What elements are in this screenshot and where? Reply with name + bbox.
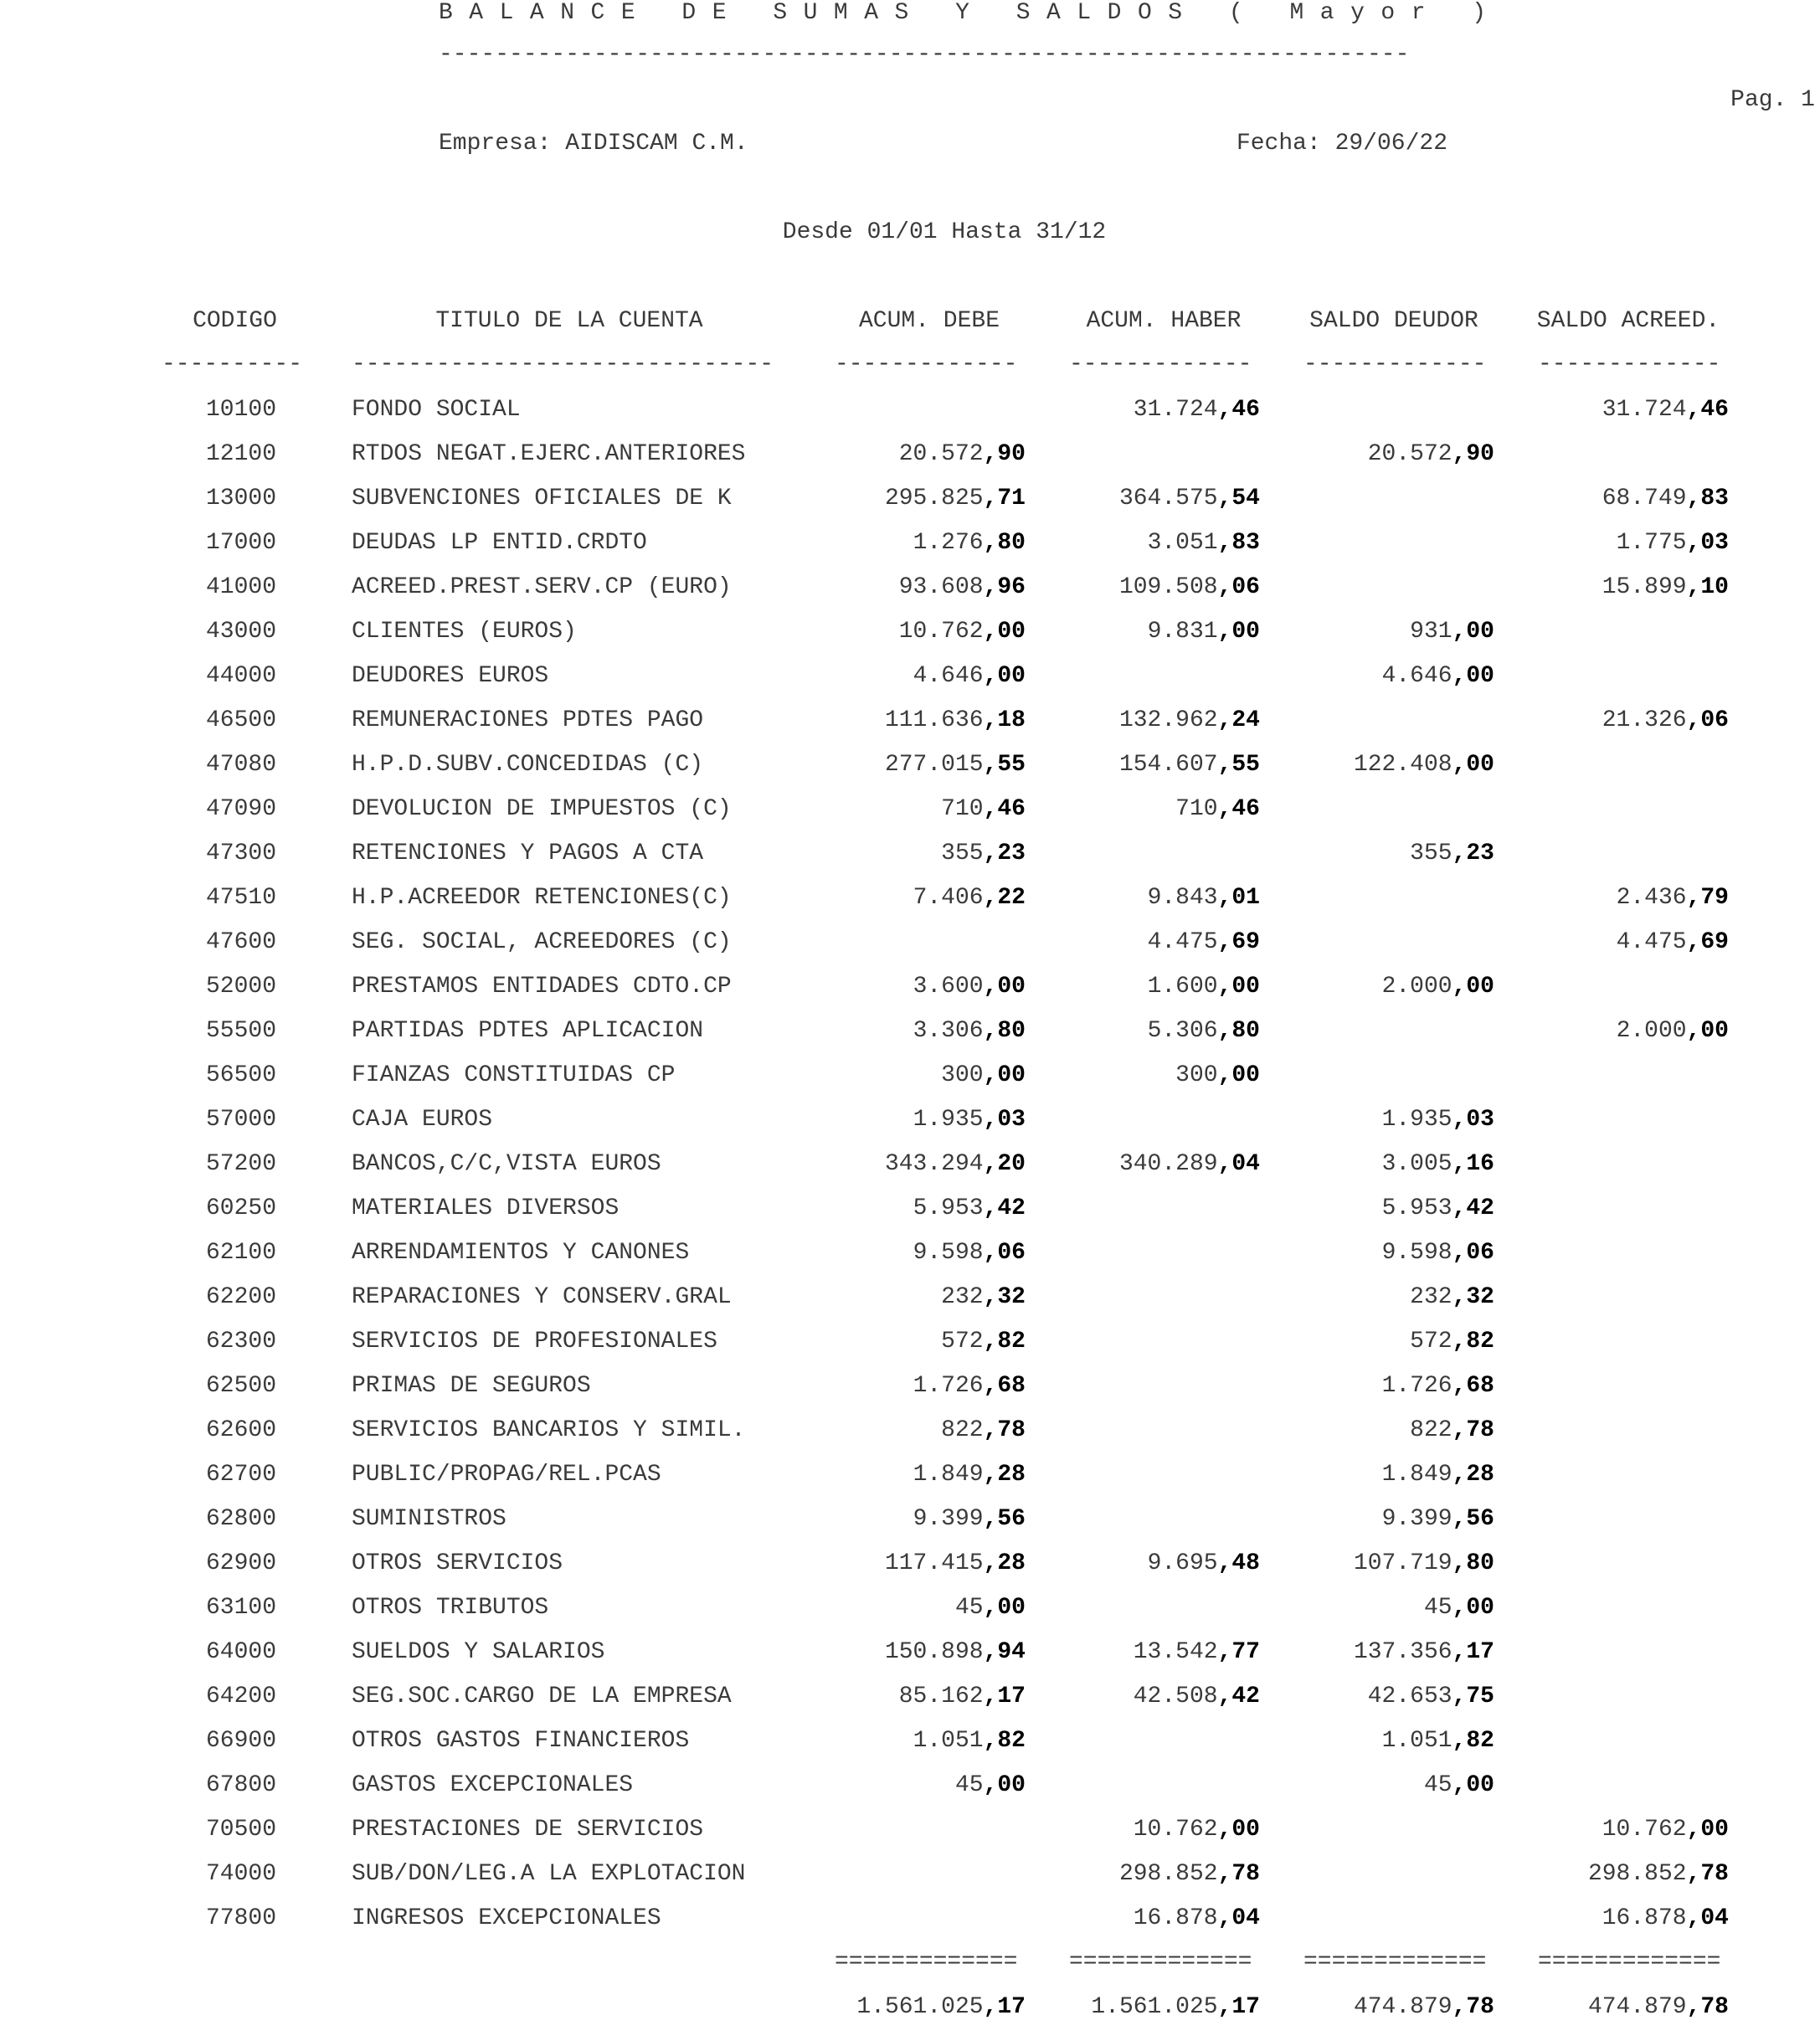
- acum-debe: 5.953,42: [913, 1195, 1026, 1221]
- total-haber: 1.561.025,17: [1091, 1994, 1260, 2020]
- account-code: 77800: [205, 1905, 276, 1931]
- account-code: 62900: [205, 1550, 276, 1576]
- acum-debe: 4.646,00: [913, 663, 1026, 689]
- acum-haber: 364.575,54: [1118, 486, 1260, 512]
- acum-haber: 42.508,42: [1133, 1684, 1260, 1709]
- account-code: 57000: [205, 1107, 276, 1133]
- saldo-deudor: 3.005,16: [1381, 1151, 1494, 1177]
- account-name: SEG. SOCIAL, ACREEDORES (C): [352, 929, 732, 955]
- saldo-deudor: 2.000,00: [1381, 974, 1494, 1000]
- table-row: [0, 663, 1820, 707]
- saldo-acreedor: 298.852,78: [1587, 1861, 1729, 1887]
- account-code: 47300: [205, 841, 276, 866]
- acum-debe: 7.406,22: [913, 885, 1026, 911]
- total-debe: 1.561.025,17: [856, 1994, 1026, 2020]
- account-name: DEVOLUCION DE IMPUESTOS (C): [352, 796, 732, 822]
- table-row: [0, 1639, 1820, 1684]
- account-code: 44000: [205, 663, 276, 689]
- account-code: 62200: [205, 1284, 276, 1310]
- table-row: [0, 1772, 1820, 1817]
- acum-haber: 5.306,80: [1147, 1018, 1260, 1044]
- saldo-deudor: 45,00: [1423, 1595, 1494, 1621]
- page-number: Pag. 1: [1730, 87, 1815, 113]
- acum-haber: 710,46: [1175, 796, 1260, 822]
- account-name: BANCOS,C/C,VISTA EUROS: [352, 1151, 661, 1177]
- account-name: DEUDORES EUROS: [352, 663, 549, 689]
- acum-debe: 355,23: [941, 841, 1026, 866]
- account-name: REPARACIONES Y CONSERV.GRAL: [352, 1284, 732, 1310]
- date-label: Fecha: 29/06/22: [1236, 131, 1447, 157]
- account-name: MATERIALES DIVERSOS: [352, 1195, 620, 1221]
- separator-titulo: ------------------------------: [352, 352, 774, 378]
- table-row: [0, 796, 1820, 841]
- header-codigo: CODIGO: [193, 308, 277, 334]
- table-row: [0, 752, 1820, 796]
- table-row: [0, 1506, 1820, 1550]
- total-deudor: 474.879,78: [1353, 1994, 1494, 2020]
- account-name: SUB/DON/LEG.A LA EXPLOTACION: [352, 1861, 746, 1887]
- saldo-deudor: 45,00: [1423, 1772, 1494, 1798]
- header-acreed: SALDO ACREED.: [1536, 308, 1720, 334]
- acum-debe: 1.726,68: [913, 1373, 1026, 1399]
- acum-debe: 10.762,00: [898, 619, 1026, 645]
- account-code: 66900: [205, 1728, 276, 1754]
- table-row: [0, 1107, 1820, 1151]
- account-name: H.P.ACREEDOR RETENCIONES(C): [352, 885, 732, 911]
- separator-deudor: -------------: [1303, 352, 1487, 378]
- acum-haber: 31.724,46: [1133, 397, 1260, 423]
- account-code: 67800: [205, 1772, 276, 1798]
- acum-debe: 1.276,80: [913, 530, 1026, 556]
- account-code: 74000: [205, 1861, 276, 1887]
- account-name: SUMINISTROS: [352, 1506, 506, 1532]
- account-code: 62500: [205, 1373, 276, 1399]
- header-debe: ACUM. DEBE: [858, 308, 1000, 334]
- account-name: SEG.SOC.CARGO DE LA EMPRESA: [352, 1684, 732, 1709]
- saldo-deudor: 1.726,68: [1381, 1373, 1494, 1399]
- acum-debe: 9.399,56: [913, 1506, 1026, 1532]
- table-row: [0, 1018, 1820, 1062]
- account-code: 55500: [205, 1018, 276, 1044]
- acum-debe: 20.572,90: [898, 441, 1026, 467]
- total-separator-debe: =============: [835, 1949, 1018, 1975]
- total-separator-haber: =============: [1069, 1949, 1252, 1975]
- saldo-deudor: 572,82: [1410, 1329, 1494, 1355]
- acum-haber: 340.289,04: [1118, 1151, 1260, 1177]
- table-row: [0, 1817, 1820, 1861]
- account-code: 10100: [205, 397, 276, 423]
- saldo-acreedor: 2.000,00: [1616, 1018, 1729, 1044]
- header-titulo: TITULO DE LA CUENTA: [435, 308, 703, 334]
- acum-debe: 343.294,20: [884, 1151, 1026, 1177]
- saldo-deudor: 232,32: [1410, 1284, 1494, 1310]
- account-name: RTDOS NEGAT.EJERC.ANTERIORES: [352, 441, 746, 467]
- acum-debe: 710,46: [941, 796, 1026, 822]
- acum-debe: 1.935,03: [913, 1107, 1026, 1133]
- account-name: H.P.D.SUBV.CONCEDIDAS (C): [352, 752, 704, 778]
- acum-debe: 150.898,94: [884, 1639, 1026, 1665]
- saldo-deudor: 1.849,28: [1381, 1462, 1494, 1488]
- table-row: [0, 441, 1820, 486]
- account-code: 62100: [205, 1240, 276, 1266]
- acum-debe: 111.636,18: [884, 707, 1026, 733]
- account-name: ARRENDAMIENTOS Y CANONES: [352, 1240, 690, 1266]
- saldo-deudor: 1.051,82: [1381, 1728, 1494, 1754]
- account-name: GASTOS EXCEPCIONALES: [352, 1772, 634, 1798]
- account-name: PARTIDAS PDTES APLICACION: [352, 1018, 704, 1044]
- account-code: 64000: [205, 1639, 276, 1665]
- table-row: [0, 974, 1820, 1018]
- table-row: [0, 574, 1820, 619]
- account-code: 62700: [205, 1462, 276, 1488]
- saldo-acreedor: 10.762,00: [1601, 1817, 1729, 1843]
- account-name: CLIENTES (EUROS): [352, 619, 577, 645]
- table-row: [0, 841, 1820, 885]
- acum-debe: 45,00: [954, 1772, 1026, 1798]
- table-row: [0, 486, 1820, 530]
- account-code: 63100: [205, 1595, 276, 1621]
- account-code: 46500: [205, 707, 276, 733]
- acum-debe: 232,32: [941, 1284, 1026, 1310]
- acum-debe: 85.162,17: [898, 1684, 1026, 1709]
- account-name: ACREED.PREST.SERV.CP (EURO): [352, 574, 732, 600]
- account-code: 52000: [205, 974, 276, 1000]
- account-name: INGRESOS EXCEPCIONALES: [352, 1905, 661, 1931]
- account-code: 60250: [205, 1195, 276, 1221]
- acum-haber: 16.878,04: [1133, 1905, 1260, 1931]
- account-name: OTROS SERVICIOS: [352, 1550, 563, 1576]
- saldo-deudor: 4.646,00: [1381, 663, 1494, 689]
- account-code: 70500: [205, 1817, 276, 1843]
- table-row: [0, 619, 1820, 663]
- acum-debe: 295.825,71: [884, 486, 1026, 512]
- account-name: SERVICIOS BANCARIOS Y SIMIL.: [352, 1417, 746, 1443]
- table-row: [0, 397, 1820, 441]
- acum-haber: 298.852,78: [1118, 1861, 1260, 1887]
- saldo-acreedor: 31.724,46: [1601, 397, 1729, 423]
- acum-debe: 117.415,28: [884, 1550, 1026, 1576]
- acum-debe: 3.306,80: [913, 1018, 1026, 1044]
- account-code: 13000: [205, 486, 276, 512]
- total-acreed: 474.879,78: [1587, 1994, 1729, 2020]
- account-code: 57200: [205, 1151, 276, 1177]
- account-name: PRIMAS DE SEGUROS: [352, 1373, 591, 1399]
- acum-haber: 13.542,77: [1133, 1639, 1260, 1665]
- account-name: OTROS TRIBUTOS: [352, 1595, 549, 1621]
- account-name: SUBVENCIONES OFICIALES DE K: [352, 486, 732, 512]
- saldo-acreedor: 68.749,83: [1601, 486, 1729, 512]
- table-row: [0, 1905, 1820, 1950]
- table-row: [0, 1373, 1820, 1417]
- title-rule: ---------------------------------------------------------------------: [439, 42, 1410, 68]
- total-separator-acreed: =============: [1538, 1949, 1721, 1975]
- table-row: [0, 1861, 1820, 1905]
- saldo-deudor: 931,00: [1410, 619, 1494, 645]
- account-name: RETENCIONES Y PAGOS A CTA: [352, 841, 704, 866]
- table-row: [0, 1684, 1820, 1728]
- acum-haber: 109.508,06: [1118, 574, 1260, 600]
- acum-debe: 822,78: [941, 1417, 1026, 1443]
- acum-haber: 300,00: [1175, 1062, 1260, 1088]
- table-row: [0, 1195, 1820, 1240]
- saldo-acreedor: 21.326,06: [1601, 707, 1729, 733]
- account-code: 43000: [205, 619, 276, 645]
- header-deudor: SALDO DEUDOR: [1309, 308, 1478, 334]
- saldo-deudor: 20.572,90: [1367, 441, 1494, 467]
- acum-debe: 9.598,06: [913, 1240, 1026, 1266]
- saldo-deudor: 42.653,75: [1367, 1684, 1494, 1709]
- acum-haber: 9.843,01: [1147, 885, 1260, 911]
- table-row: [0, 1417, 1820, 1462]
- account-code: 47600: [205, 929, 276, 955]
- account-code: 47080: [205, 752, 276, 778]
- saldo-deudor: 5.953,42: [1381, 1195, 1494, 1221]
- table-row: [0, 885, 1820, 929]
- acum-debe: 1.849,28: [913, 1462, 1026, 1488]
- table-row: [0, 1284, 1820, 1329]
- acum-debe: 3.600,00: [913, 974, 1026, 1000]
- table-row: [0, 530, 1820, 574]
- saldo-deudor: 355,23: [1410, 841, 1494, 866]
- acum-debe: 572,82: [941, 1329, 1026, 1355]
- saldo-deudor: 822,78: [1410, 1417, 1494, 1443]
- acum-haber: 9.831,00: [1147, 619, 1260, 645]
- account-name: PRESTACIONES DE SERVICIOS: [352, 1817, 704, 1843]
- table-row: [0, 1550, 1820, 1595]
- saldo-acreedor: 4.475,69: [1616, 929, 1729, 955]
- account-code: 41000: [205, 574, 276, 600]
- account-name: FIANZAS CONSTITUIDAS CP: [352, 1062, 676, 1088]
- separator-debe: -------------: [835, 352, 1018, 378]
- account-code: 47090: [205, 796, 276, 822]
- acum-debe: 45,00: [954, 1595, 1026, 1621]
- account-name: OTROS GASTOS FINANCIEROS: [352, 1728, 690, 1754]
- acum-haber: 3.051,83: [1147, 530, 1260, 556]
- table-row: [0, 1462, 1820, 1506]
- total-separator-deudor: =============: [1303, 1949, 1487, 1975]
- account-code: 64200: [205, 1684, 276, 1709]
- account-name: FONDO SOCIAL: [352, 397, 521, 423]
- saldo-deudor: 1.935,03: [1381, 1107, 1494, 1133]
- table-row: [0, 1595, 1820, 1639]
- report-title: BALANCE DE SUMAS Y SALDOS ( Mayor ): [439, 0, 1503, 26]
- saldo-deudor: 107.719,80: [1353, 1550, 1494, 1576]
- acum-haber: 154.607,55: [1118, 752, 1260, 778]
- account-code: 62300: [205, 1329, 276, 1355]
- separator-codigo: ----------: [162, 352, 303, 378]
- account-name: REMUNERACIONES PDTES PAGO: [352, 707, 704, 733]
- account-name: PRESTAMOS ENTIDADES CDTO.CP: [352, 974, 732, 1000]
- account-name: PUBLIC/PROPAG/REL.PCAS: [352, 1462, 661, 1488]
- acum-debe: 277.015,55: [884, 752, 1026, 778]
- saldo-deudor: 9.399,56: [1381, 1506, 1494, 1532]
- account-code: 12100: [205, 441, 276, 467]
- acum-haber: 4.475,69: [1147, 929, 1260, 955]
- acum-haber: 10.762,00: [1133, 1817, 1260, 1843]
- saldo-deudor: 9.598,06: [1381, 1240, 1494, 1266]
- company-label: Empresa: AIDISCAM C.M.: [439, 131, 748, 157]
- saldo-acreedor: 2.436,79: [1616, 885, 1729, 911]
- acum-debe: 93.608,96: [898, 574, 1026, 600]
- saldo-deudor: 137.356,17: [1353, 1639, 1494, 1665]
- acum-debe: 300,00: [941, 1062, 1026, 1088]
- separator-haber: -------------: [1069, 352, 1252, 378]
- saldo-acreedor: 15.899,10: [1601, 574, 1729, 600]
- account-name: DEUDAS LP ENTID.CRDTO: [352, 530, 647, 556]
- account-code: 47510: [205, 885, 276, 911]
- acum-haber: 132.962,24: [1118, 707, 1260, 733]
- account-code: 62800: [205, 1506, 276, 1532]
- account-code: 62600: [205, 1417, 276, 1443]
- account-name: CAJA EUROS: [352, 1107, 493, 1133]
- account-code: 17000: [205, 530, 276, 556]
- header-haber: ACUM. HABER: [1086, 308, 1242, 334]
- saldo-acreedor: 1.775,03: [1616, 530, 1729, 556]
- table-row: [0, 1329, 1820, 1373]
- acum-haber: 9.695,48: [1147, 1550, 1260, 1576]
- table-row: [0, 1062, 1820, 1107]
- table-row: [0, 1151, 1820, 1195]
- account-code: 56500: [205, 1062, 276, 1088]
- saldo-deudor: 122.408,00: [1353, 752, 1494, 778]
- saldo-acreedor: 16.878,04: [1601, 1905, 1729, 1931]
- table-row: [0, 929, 1820, 974]
- acum-haber: 1.600,00: [1147, 974, 1260, 1000]
- table-row: [0, 1240, 1820, 1284]
- account-name: SERVICIOS DE PROFESIONALES: [352, 1329, 717, 1355]
- period-label: Desde 01/01 Hasta 31/12: [782, 219, 1107, 245]
- table-row: [0, 707, 1820, 752]
- table-row: [0, 1728, 1820, 1772]
- acum-debe: 1.051,82: [913, 1728, 1026, 1754]
- account-name: SUELDOS Y SALARIOS: [352, 1639, 605, 1665]
- separator-acreed: -------------: [1538, 352, 1721, 378]
